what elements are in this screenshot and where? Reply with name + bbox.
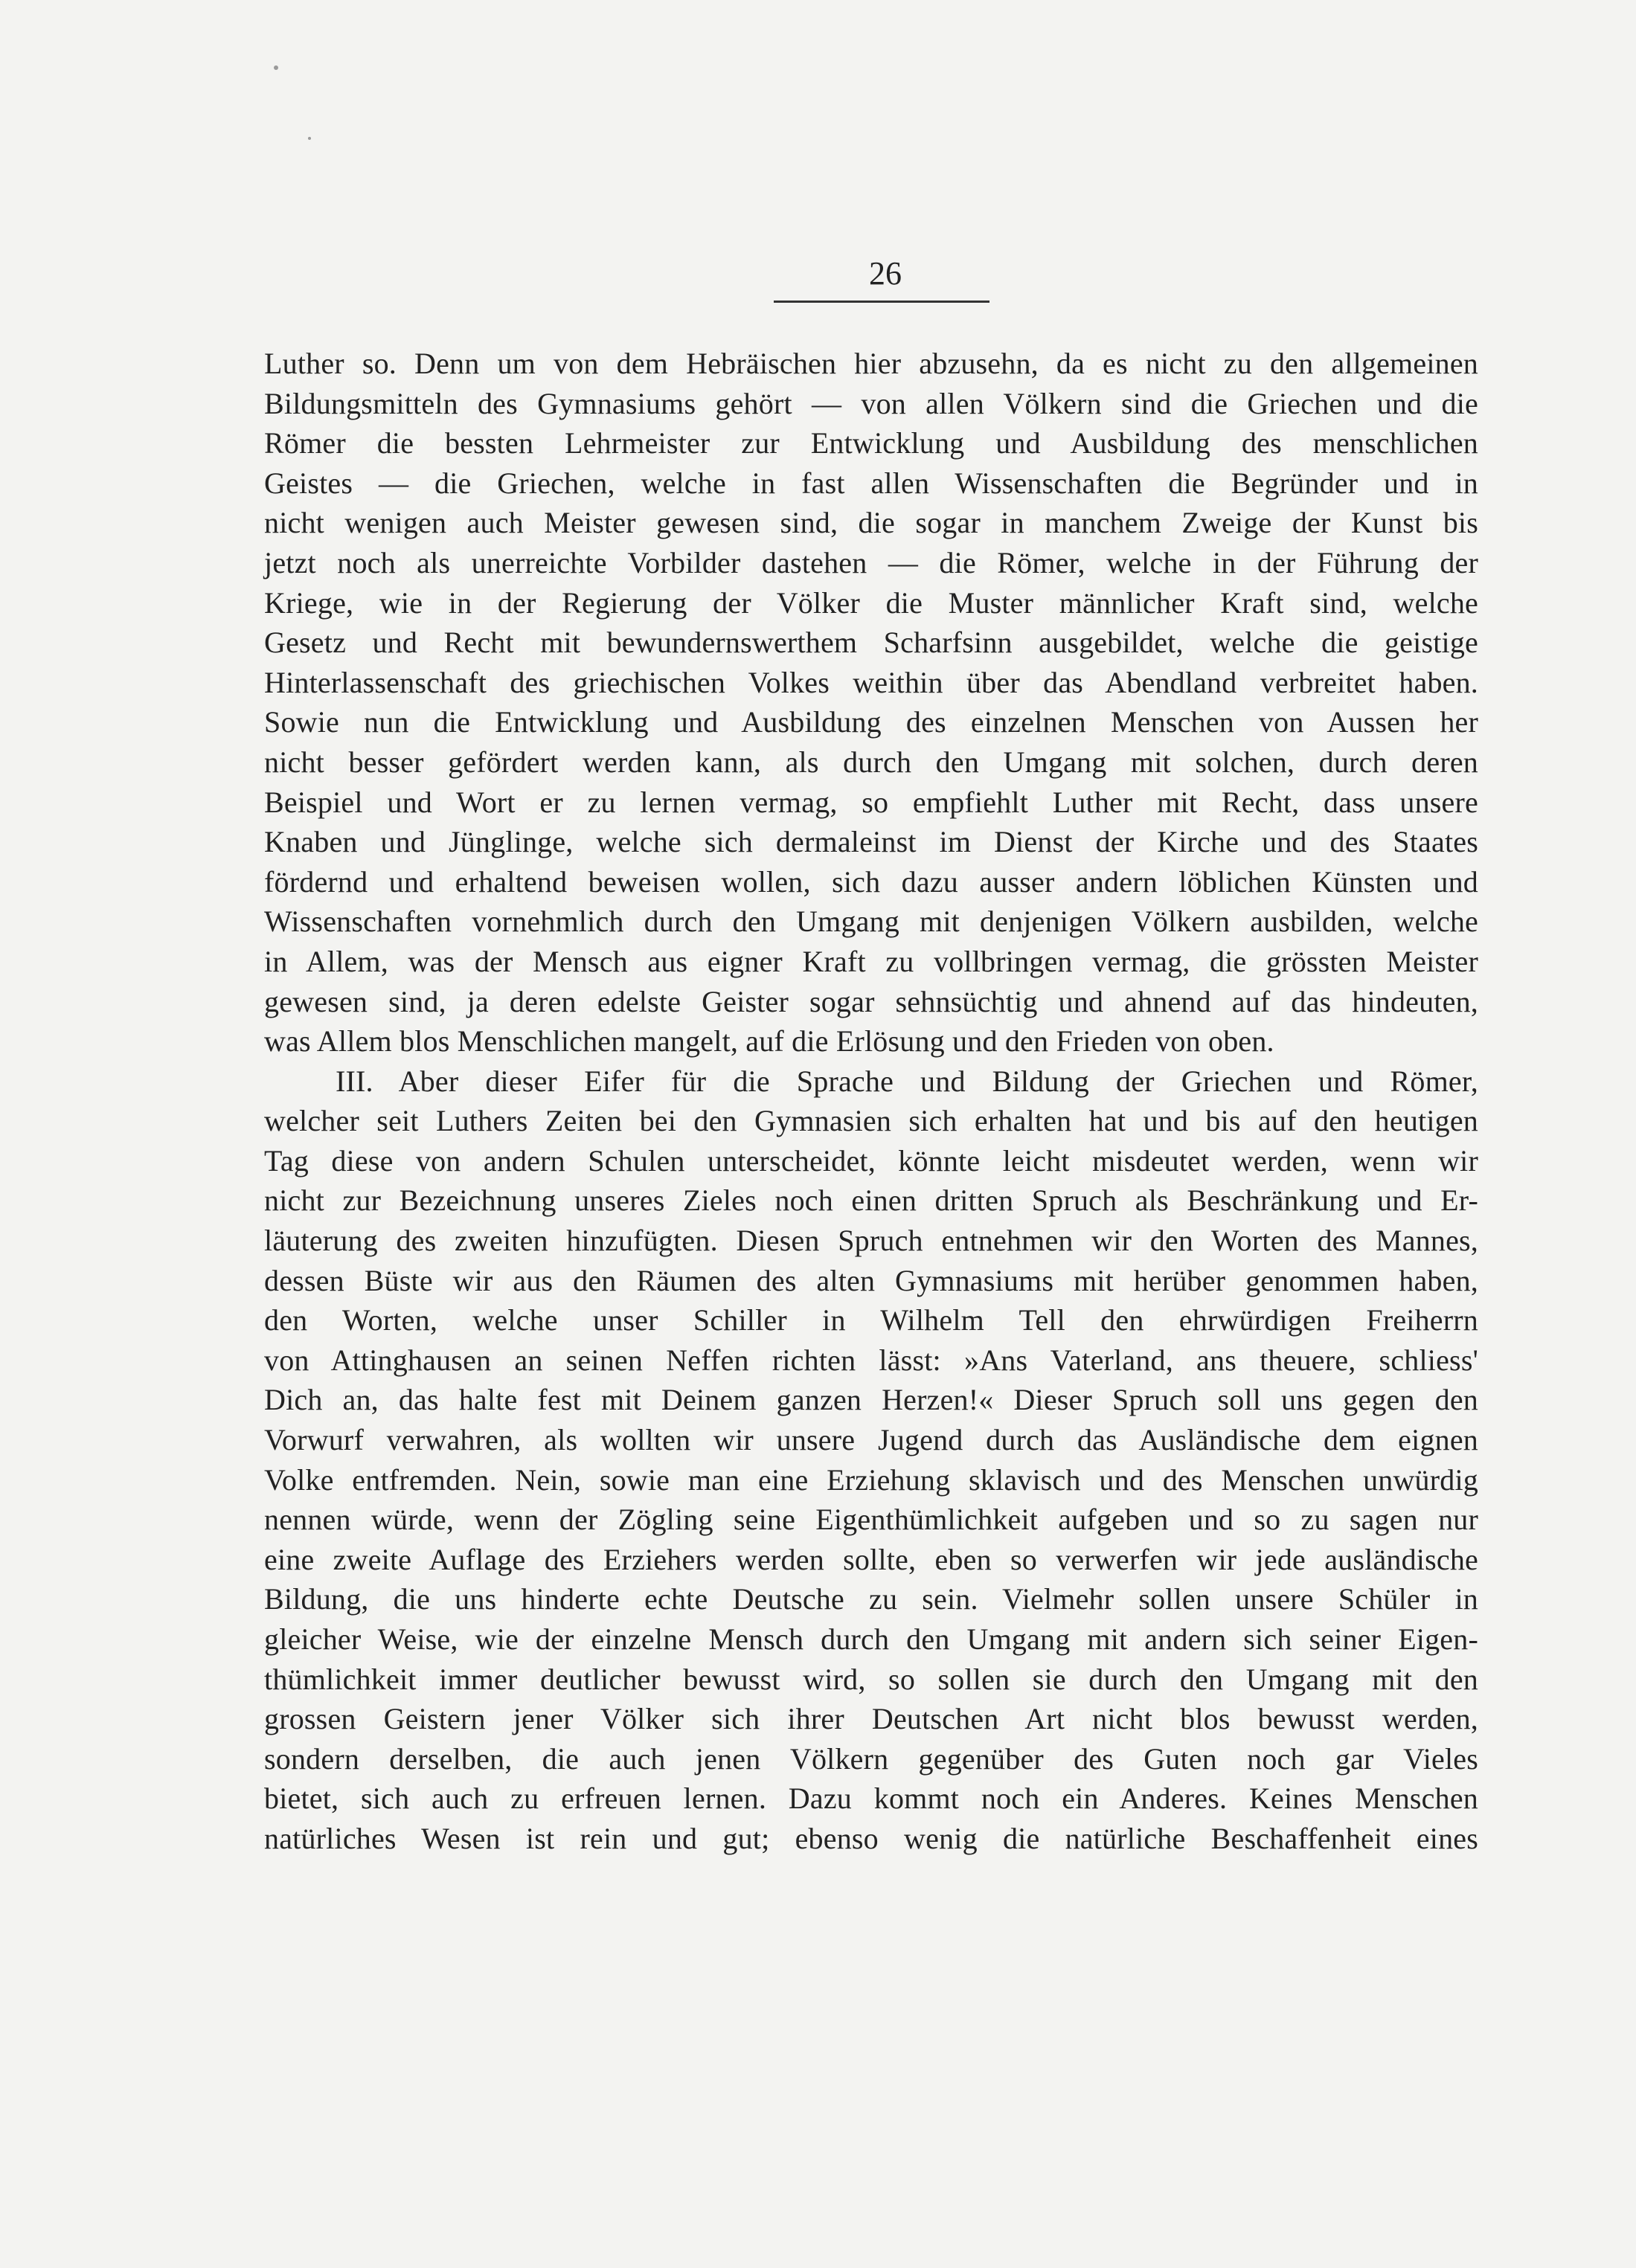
text-line: Hinterlassenschaft des griechischen Volkes weithin über das Abendland verbreitet haben. <box>264 665 1478 699</box>
text-line: dessen Büste wir aus den Räumen des alten Gymnasiums mit herüber genommen haben, <box>264 1263 1478 1297</box>
text-line: Luther so. Denn um von dem Hebräischen hier abzusehn, da es nicht zu den allgemeinen <box>264 347 1478 380</box>
text-line: grossen Geistern jener Völker sich ihrer Deutschen Art nicht blos bewusst werden, <box>264 1702 1478 1736</box>
text-line: bietet, sich auch zu erfreuen lernen. Dazu kommt noch ein Anderes. Keines Menschen <box>264 1782 1478 1816</box>
text-line: Vorwurf verwahren, als wollten wir unsere Jugend durch das Ausländische dem eignen <box>264 1423 1478 1457</box>
text-line: fördernd und erhaltend beweisen wollen, sich dazu ausser andern löblichen Künsten und <box>264 864 1478 899</box>
text-line: jetzt noch als unerreichte Vorbilder dastehen — die Römer, welche in der Führung der <box>264 545 1478 579</box>
text-line: eine zweite Auflage des Erziehers werden sollte, eben so verwerfen wir jede ausländische <box>264 1542 1478 1576</box>
text-line: sondern derselben, die auch jenen Völkern gegenüber des Guten noch gar Vieles <box>264 1741 1478 1776</box>
text-line: welcher seit Luthers Zeiten bei den Gymnasien sich erhalten hat und bis auf den heutigen <box>264 1104 1478 1138</box>
text-line: Beispiel und Wort er zu lernen vermag, so empfiehlt Luther mit Recht, dass unsere <box>264 785 1478 819</box>
text-line: Gesetz und Recht mit bewundernswerthem Scharfsinn ausgebildet, welche die geistige <box>264 626 1478 660</box>
text-line: Knaben und Jünglinge, welche sich dermaleinst im Dienst der Kirche und des Staates <box>264 825 1478 859</box>
text-line: Bildung, die uns hinderte echte Deutsche zu sein. Vielmehr sollen unsere Schüler in <box>264 1582 1478 1616</box>
text-line: läuterung des zweiten hinzufügten. Diesen Spruch entnehmen wir den Worten des Mannes, <box>264 1224 1478 1258</box>
text-line: nicht wenigen auch Meister gewesen sind, die sogar in manchem Zweige der Kunst bis <box>264 506 1478 540</box>
text-line: nicht zur Bezeichnung unseres Zieles noch einen dritten Spruch als Beschränkung und Er- <box>264 1183 1478 1218</box>
text-line: Volke entfremden. Nein, sowie man eine Erziehung sklavisch und des Menschen unwürdig <box>264 1462 1478 1497</box>
text-line: in Allem, was der Mensch aus eigner Kraft zu vollbringen vermag, die grössten Meister <box>264 944 1478 978</box>
text-line: gewesen sind, ja deren edelste Geister sogar sehnsüchtig und ahnend auf das hindeuten, <box>264 984 1478 1018</box>
text-line: gleicher Weise, wie der einzelne Mensch durch den Umgang mit andern sich seiner Eigen- <box>264 1622 1478 1656</box>
body-text <box>264 344 1478 1859</box>
page-number-rule <box>774 301 989 303</box>
text-line: Sowie nun die Entwicklung und Ausbildung des einzelnen Menschen von Aussen her <box>264 705 1478 739</box>
text-line: natürliches Wesen ist rein und gut; ebenso wenig die natürliche Beschaffenheit eines <box>264 1821 1478 1855</box>
text-line: den Worten, welche unser Schiller in Wilhelm Tell den ehrwürdigen Freiherrn <box>264 1303 1478 1337</box>
text-line: Bildungsmitteln des Gymnasiums gehört — von allen Völkern sind die Griechen und die <box>264 386 1478 420</box>
text-line: Kriege, wie in der Regierung der Völker die Muster männlicher Kraft sind, welche <box>264 585 1478 620</box>
text-line: Dich an, das halte fest mit Deinem ganzen Herzen!« Dieser Spruch soll uns gegen den <box>264 1383 1478 1417</box>
paper-speck <box>274 65 278 70</box>
text-line: Wissenschaften vornehmlich durch den Umgang mit denjenigen Völkern ausbilden, welche <box>264 905 1478 939</box>
text-line: Tag diese von andern Schulen unterscheidet, könnte leicht misdeutet werden, wenn wir <box>264 1143 1478 1178</box>
text-line: nicht besser gefördert werden kann, als durch den Umgang mit solchen, durch deren <box>264 745 1478 779</box>
text-line: von Attinghausen an seinen Neffen richten lässt: »Ans Vaterland, ans theuere, schliess' <box>264 1343 1478 1377</box>
paper-speck <box>308 137 311 140</box>
text-line: III. Aber dieser Eifer für die Sprache und Bildung der Griechen und Römer, <box>336 1064 1478 1098</box>
page-number: 26 <box>869 255 902 292</box>
text-line: nennen würde, wenn der Zögling seine Eigenthümlichkeit aufgeben und so zu sagen nur <box>264 1503 1478 1537</box>
text-line: thümlichkeit immer deutlicher bewusst wird, so sollen sie durch den Umgang mit den <box>264 1662 1478 1696</box>
text-line: Geistes — die Griechen, welche in fast allen Wissenschaften die Begründer und in <box>264 466 1478 500</box>
text-line: was Allem blos Menschlichen mangelt, auf die Erlösung und den Frieden von oben. <box>264 1024 1274 1058</box>
text-line: Römer die bessten Lehrmeister zur Entwicklung und Ausbildung des menschlichen <box>264 426 1478 460</box>
